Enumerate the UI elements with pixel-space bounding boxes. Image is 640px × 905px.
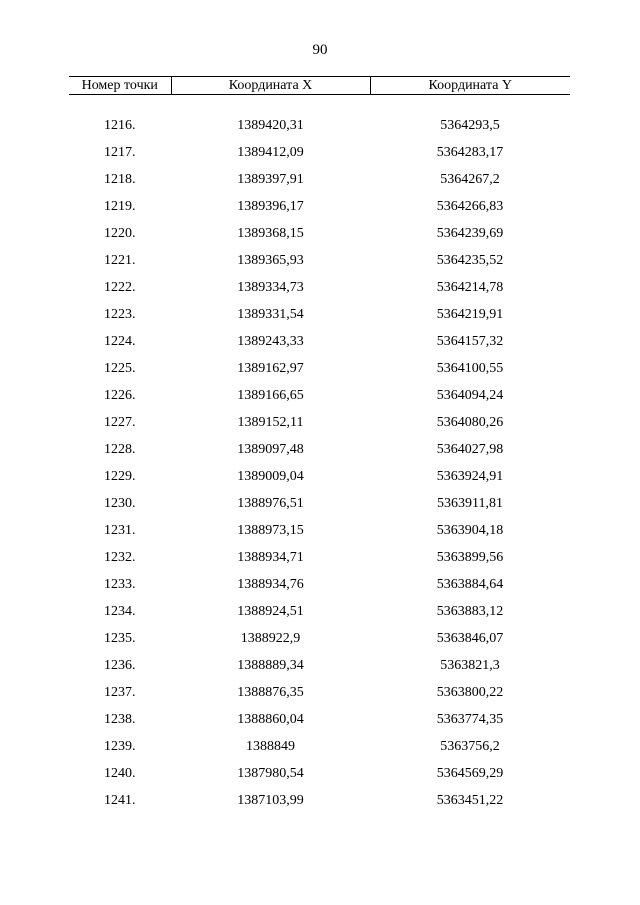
coordinate-x-cell: 1389009,04 — [237, 469, 304, 484]
table-header-row — [69, 77, 570, 95]
coordinate-y-cell: 5364157,32 — [436, 334, 504, 349]
coordinate-x-cell: 1388860,04 — [237, 712, 304, 727]
table-row — [69, 787, 570, 814]
coordinate-y-cell: 5364569,29 — [436, 766, 504, 781]
point-number-cell: 1241. — [104, 793, 136, 808]
point-number-cell: 1226. — [104, 388, 136, 403]
point-number-cell: 1229. — [104, 469, 136, 484]
coordinate-x-cell: 1389097,48 — [237, 442, 304, 457]
table-row — [69, 463, 570, 490]
table-spacer-row — [69, 95, 570, 113]
point-number-cell: 1233. — [104, 577, 136, 592]
table-row — [69, 544, 570, 571]
page-number: 90 — [312, 42, 328, 58]
coordinate-x-cell: 1387980,54 — [237, 766, 304, 781]
coordinate-x-cell: 1388934,76 — [237, 577, 304, 592]
coordinate-x-cell: 1389162,97 — [237, 361, 304, 376]
coordinate-y-cell: 5363884,64 — [436, 577, 504, 592]
point-number-cell: 1225. — [104, 361, 136, 376]
point-number-cell: 1228. — [104, 442, 136, 457]
table-row — [69, 490, 570, 517]
table-row — [69, 436, 570, 463]
table-row — [69, 139, 570, 166]
coordinate-x-cell: 1388973,15 — [237, 523, 304, 538]
point-number-cell: 1237. — [104, 685, 136, 700]
point-number-cell: 1234. — [104, 604, 136, 619]
table-row — [69, 706, 570, 733]
table-body — [69, 95, 570, 815]
coordinate-x-cell: 1388849 — [246, 739, 295, 754]
coordinate-x-cell: 1389243,33 — [237, 334, 304, 349]
coordinate-y-cell: 5364235,52 — [436, 253, 504, 268]
table-row — [69, 112, 570, 139]
point-number-cell: 1219. — [104, 199, 136, 214]
table-row — [69, 355, 570, 382]
coordinate-x-cell: 1389396,17 — [237, 199, 304, 214]
coordinate-y-cell: 5363800,22 — [436, 685, 504, 700]
table-row — [69, 760, 570, 787]
table-row — [69, 328, 570, 355]
coordinate-y-cell: 5363846,07 — [436, 631, 504, 646]
point-number-cell: 1235. — [104, 631, 136, 646]
header-point-number: Номер точки — [69, 77, 171, 95]
point-number-cell: 1217. — [104, 145, 136, 160]
header-coordinate-y: Координата Y — [370, 77, 570, 95]
point-number-cell: 1239. — [104, 739, 136, 754]
table-row — [69, 598, 570, 625]
coordinate-y-cell: 5363899,56 — [436, 550, 504, 565]
coordinate-y-cell: 5363883,12 — [436, 604, 504, 619]
point-number-cell: 1232. — [104, 550, 136, 565]
point-number-cell: 1220. — [104, 226, 136, 241]
coordinate-y-cell: 5364219,91 — [436, 307, 504, 322]
coordinate-y-cell: 5364293,5 — [440, 118, 500, 133]
coordinate-y-cell: 5364283,17 — [436, 145, 504, 160]
coordinate-y-cell: 5363451,22 — [436, 793, 504, 808]
point-number-cell: 1227. — [104, 415, 136, 430]
coordinate-y-cell: 5363756,2 — [440, 739, 500, 754]
point-number-cell: 1230. — [104, 496, 136, 511]
coordinate-y-cell: 5364100,55 — [436, 361, 504, 376]
table-row — [69, 166, 570, 193]
header-coordinate-x: Координата X — [171, 77, 370, 95]
point-number-cell: 1222. — [104, 280, 136, 295]
point-number-cell: 1231. — [104, 523, 136, 538]
table-row — [69, 517, 570, 544]
coordinate-y-cell: 5363924,91 — [436, 469, 504, 484]
coordinate-x-cell: 1388876,35 — [237, 685, 304, 700]
table-row — [69, 625, 570, 652]
table-row — [69, 220, 570, 247]
point-number-cell: 1218. — [104, 172, 136, 187]
table-row — [69, 409, 570, 436]
table-row — [69, 733, 570, 760]
coordinate-x-cell: 1388976,51 — [237, 496, 304, 511]
table-row — [69, 193, 570, 220]
point-number-cell: 1216. — [104, 118, 136, 133]
table-row — [69, 274, 570, 301]
coordinate-y-cell: 5364266,83 — [436, 199, 504, 214]
coordinate-x-cell: 1389166,65 — [237, 388, 304, 403]
table-row — [69, 571, 570, 598]
point-number-cell: 1238. — [104, 712, 136, 727]
coordinate-y-cell: 5363774,35 — [436, 712, 504, 727]
table-row — [69, 679, 570, 706]
coordinate-y-cell: 5364239,69 — [436, 226, 504, 241]
coordinate-y-cell: 5364214,78 — [436, 280, 504, 295]
coordinate-x-cell: 1387103,99 — [237, 793, 304, 808]
coordinate-x-cell: 1389412,09 — [237, 145, 304, 160]
coordinate-y-cell: 5364080,26 — [436, 415, 504, 430]
coordinate-x-cell: 1389152,11 — [237, 415, 304, 430]
table-row — [69, 247, 570, 274]
coordinate-x-cell: 1389420,31 — [237, 118, 304, 133]
coordinate-x-cell: 1389365,93 — [237, 253, 304, 268]
coordinate-x-cell: 1389334,73 — [237, 280, 304, 295]
coordinate-x-cell: 1389331,54 — [237, 307, 304, 322]
coordinate-x-cell: 1389397,91 — [237, 172, 304, 187]
coordinate-x-cell: 1388889,34 — [237, 658, 304, 673]
point-number-cell: 1240. — [104, 766, 136, 781]
coordinate-y-cell: 5363821,3 — [440, 658, 500, 673]
coordinate-y-cell: 5363904,18 — [436, 523, 504, 538]
coordinate-y-cell: 5363911,81 — [437, 496, 503, 511]
table-row — [69, 301, 570, 328]
coordinate-y-cell: 5364267,2 — [440, 172, 500, 187]
coordinate-x-cell: 1388934,71 — [237, 550, 304, 565]
point-number-cell: 1221. — [104, 253, 136, 268]
point-number-cell: 1223. — [104, 307, 136, 322]
coordinates-table — [69, 76, 570, 814]
coordinate-y-cell: 5364027,98 — [436, 442, 504, 457]
coordinate-x-cell: 1389368,15 — [237, 226, 304, 241]
point-number-cell: 1224. — [104, 334, 136, 349]
table-row — [69, 652, 570, 679]
coordinate-x-cell: 1388922,9 — [240, 631, 301, 646]
coordinate-y-cell: 5364094,24 — [436, 388, 504, 403]
table-row — [69, 382, 570, 409]
point-number-cell: 1236. — [104, 658, 136, 673]
coordinate-x-cell: 1388924,51 — [237, 604, 304, 619]
